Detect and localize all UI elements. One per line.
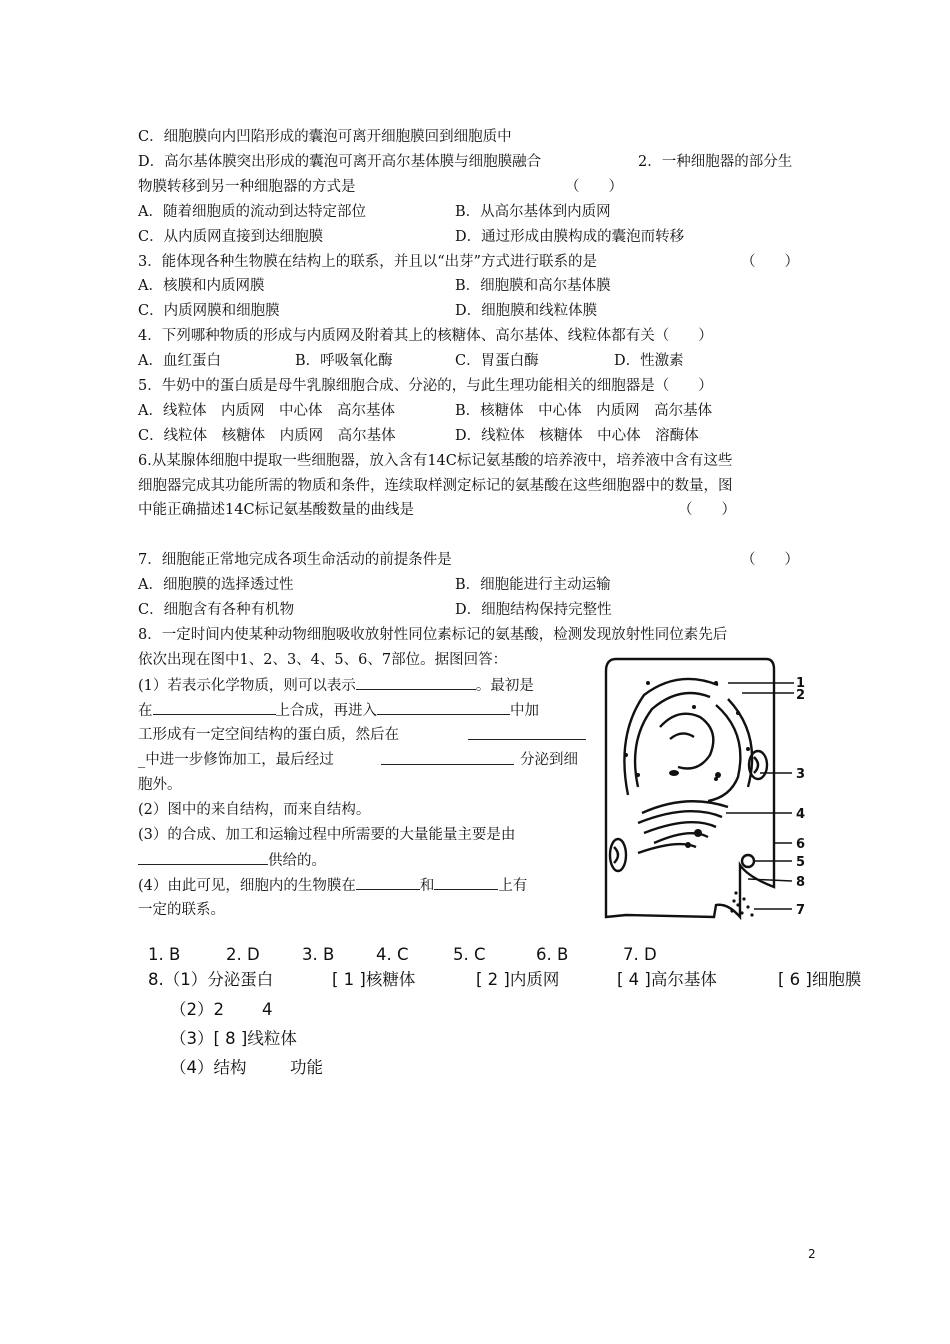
q1-option-d-text: D．高尔基体膜突出形成的囊泡可离开高尔基体膜与细胞膜融合 [138, 154, 542, 170]
nucleolus [670, 733, 694, 739]
q4-option-a: A．血红蛋白 [138, 353, 221, 369]
figure-label-6: 6 [796, 837, 806, 852]
q3-options-cd [138, 301, 598, 321]
answers-row1 [148, 944, 657, 966]
answer-item: 功能 [290, 1058, 323, 1077]
q6-line3-text: 中能正确描述14C标记氨基酸数量的曲线是 [138, 502, 415, 518]
q8-sub1-line2 [138, 700, 539, 721]
cell-diagram-svg [598, 655, 813, 925]
answer-item: 4 [262, 1000, 273, 1019]
q8-sub1-text-g: _中进一步修饰加工，最后经过 [138, 752, 334, 768]
q6-line3 [138, 500, 736, 520]
q8-sub1-text-a: (1）若表示化学物质，则可以表示 [138, 678, 356, 694]
q8-sub1-text-h: 分泌到细 [520, 752, 578, 768]
q8-line2: 依次出现在图中1、2、3、4、5、6、7部位。据图回答： [138, 652, 508, 668]
q5-options-cd [138, 426, 699, 446]
q8-sub1-line3 [138, 725, 399, 745]
q8-sub1-text-f: 工形成有一定空间结构的蛋白质，然后在 [138, 727, 399, 743]
q4-option-d: D．性激素 [614, 353, 684, 369]
answer-blank[interactable] [356, 875, 420, 890]
q3-answer-paren: （ ） [741, 254, 799, 270]
q8-sub1-text-c: 在 [138, 703, 153, 719]
q3-stem-text: 3．能体现各种生物膜在结构上的联系，并且以“出芽”方式进行联系的是 [138, 254, 598, 270]
q8-sub4-text-b: 和 [419, 878, 435, 894]
q3-option-b: B．细胞膜和高尔基体膜 [455, 278, 611, 294]
answers-row3 [170, 999, 273, 1021]
figure-label-1: 1 [796, 676, 806, 691]
figure-label-5: 5 [796, 855, 806, 870]
q5-option-b: B．核糖体 中心体 内质网 高尔基体 [455, 403, 713, 419]
q3-stem [138, 252, 799, 272]
q2-stem-part1: 2．一种细胞器的部分生 [638, 154, 793, 170]
q8-sub3-text-b: 供给的。 [268, 853, 326, 869]
q1-option-c: C．细胞膜向内凹陷形成的囊泡可离开细胞膜回到细胞质中 [138, 129, 512, 145]
q5-options-ab [138, 401, 713, 421]
figure-label-8: 8 [796, 875, 806, 890]
q8-sub2: (2）图中的来自结构，而来自结构。 [138, 802, 371, 818]
nucleus [660, 714, 713, 769]
q4-stem: 4．下列哪种物质的形成与内质网及附着其上的核糖体、高尔基体、线粒体都有关（ ） [138, 328, 713, 344]
q7-options-cd [138, 600, 612, 620]
answer-item: （2）2 [170, 1000, 224, 1019]
q2-stem [138, 177, 623, 197]
q5-option-c: C．线粒体 核糖体 内质网 高尔基体 [138, 428, 396, 444]
q8-sub1-line4 [138, 750, 578, 770]
answer-item: 7. D [623, 945, 657, 964]
answer-item: 3. B [302, 945, 335, 964]
q8-sub4-line1 [138, 875, 527, 896]
q1-option-d [138, 152, 793, 172]
q7-stem [138, 550, 799, 570]
q6-line1: 6.从某腺体细胞中提取一些细胞器，放入含有14C标记氨基酸的培养液中，培养液中含有这些 [138, 453, 733, 469]
answers-row2 [148, 969, 862, 991]
q7-option-d: D．细胞结构保持完整性 [455, 602, 612, 618]
q4-option-c: C．胃蛋白酶 [455, 353, 539, 369]
q8-line1: 8．一定时间内使某种动物细胞吸收放射性同位素标记的氨基酸，检测发现放射性同位素先后 [138, 627, 728, 643]
answer-blank[interactable] [153, 700, 276, 715]
answer-item: [ 4 ]高尔基体 [617, 970, 717, 989]
q2-options-ab [138, 202, 611, 222]
answer-blank[interactable] [138, 850, 268, 865]
mitochondrion [614, 847, 618, 863]
q2-stem-part2: 物膜转移到另一种细胞器的方式是 [138, 179, 356, 195]
q2-answer-paren: （ ） [565, 179, 623, 195]
q3-option-a: A．核膜和内质网膜 [138, 278, 265, 294]
endoplasmic-reticulum [708, 705, 740, 801]
q3-option-d: D．细胞膜和线粒体膜 [455, 303, 598, 319]
answer-blank[interactable] [377, 700, 510, 715]
q6-answer-paren: （ ） [678, 502, 736, 518]
q7-option-c: C．细胞含有各种有机物 [138, 602, 295, 618]
q7-option-b: B．细胞能进行主动运输 [455, 577, 611, 593]
q2-options-cd [138, 227, 685, 247]
answer-item: [ 2 ]内质网 [476, 970, 560, 989]
q2-option-d: D．通过形成由膜构成的囊泡而转移 [455, 229, 685, 245]
q2-option-c: C．从内质网直接到达细胞膜 [138, 229, 324, 245]
q4-options [138, 351, 684, 371]
answer-blank[interactable] [434, 875, 498, 890]
q8-sub1-line5: 胞外。 [138, 777, 182, 793]
q8-sub3-line1: (3）的合成、加工和运输过程中所需要的大量能量主要是由 [138, 827, 516, 843]
q3-option-c: C．内质网膜和细胞膜 [138, 303, 280, 319]
q2-option-a: A．随着细胞质的流动到达特定部位 [138, 204, 366, 220]
q8-sub3-line2 [138, 850, 326, 871]
answer-item: 4. C [376, 945, 409, 964]
answer-item: 5. C [453, 945, 486, 964]
q4-option-b: B．呼吸氧化酶 [295, 353, 393, 369]
answer-blank[interactable] [356, 675, 476, 690]
q8-sub1-text-b: 。最初是 [475, 678, 534, 694]
secretory-vesicle [742, 855, 754, 867]
q8-sub1-text-d: 上合成，再进入 [275, 703, 377, 719]
answer-item: 8.（1）分泌蛋白 [148, 970, 274, 989]
q7-options-ab [138, 575, 611, 595]
figure-label-7: 7 [796, 903, 806, 918]
figure-label-4: 4 [796, 807, 806, 822]
q6-line2: 细胞器完成其功能所需的物质和条件，连续取样测定标记的氨基酸在这些细胞器中的数量，图 [138, 478, 733, 494]
q8-sub1-line1 [138, 675, 534, 696]
q7-option-a: A．细胞膜的选择透过性 [138, 577, 294, 593]
cell-diagram [598, 655, 813, 929]
q8-sub4-line2: 一定的联系。 [138, 902, 225, 918]
q5-option-a: A．线粒体 内质网 中心体 高尔基体 [138, 403, 395, 419]
golgi-apparatus [638, 811, 722, 823]
q7-answer-paren: （ ） [741, 552, 799, 568]
answer-item: [ 1 ]核糖体 [332, 970, 416, 989]
q5-option-d: D．线粒体 核糖体 中心体 溶酶体 [455, 428, 699, 444]
q3-options-ab [138, 276, 611, 296]
answer-item: 6. B [536, 945, 569, 964]
answers-row5 [170, 1057, 323, 1079]
q8-sub4-text-a: (4）由此可见，细胞内的生物膜在 [138, 878, 356, 894]
answer-item: [ 6 ]细胞膜 [778, 970, 862, 989]
figure-label-3: 3 [796, 767, 806, 782]
q5-stem: 5．牛奶中的蛋白质是母牛乳腺细胞合成、分泌的，与此生理功能相关的细胞器是（ ） [138, 378, 713, 394]
answer-item: （4）结构 [170, 1058, 247, 1077]
answer-blank[interactable] [468, 725, 586, 740]
mitochondrion [754, 757, 758, 773]
q8-sub4-text-c: 上有 [498, 878, 528, 894]
page-number: 2 [808, 1247, 816, 1261]
answer-item: 2. D [226, 945, 260, 964]
answer-blank[interactable] [381, 750, 514, 765]
q8-sub1-text-e: 中加 [510, 703, 539, 719]
answer-item: 1. B [148, 945, 181, 964]
q7-stem-text: 7．细胞能正常地完成各项生命活动的前提条件是 [138, 552, 452, 568]
answers-row4: （3）[ 8 ]线粒体 [170, 1029, 297, 1048]
q2-option-b: B．从高尔基体到内质网 [455, 204, 611, 220]
cell-membrane-outline [606, 659, 774, 917]
figure-label-2: 2 [796, 688, 806, 703]
golgi-apparatus [644, 822, 716, 833]
